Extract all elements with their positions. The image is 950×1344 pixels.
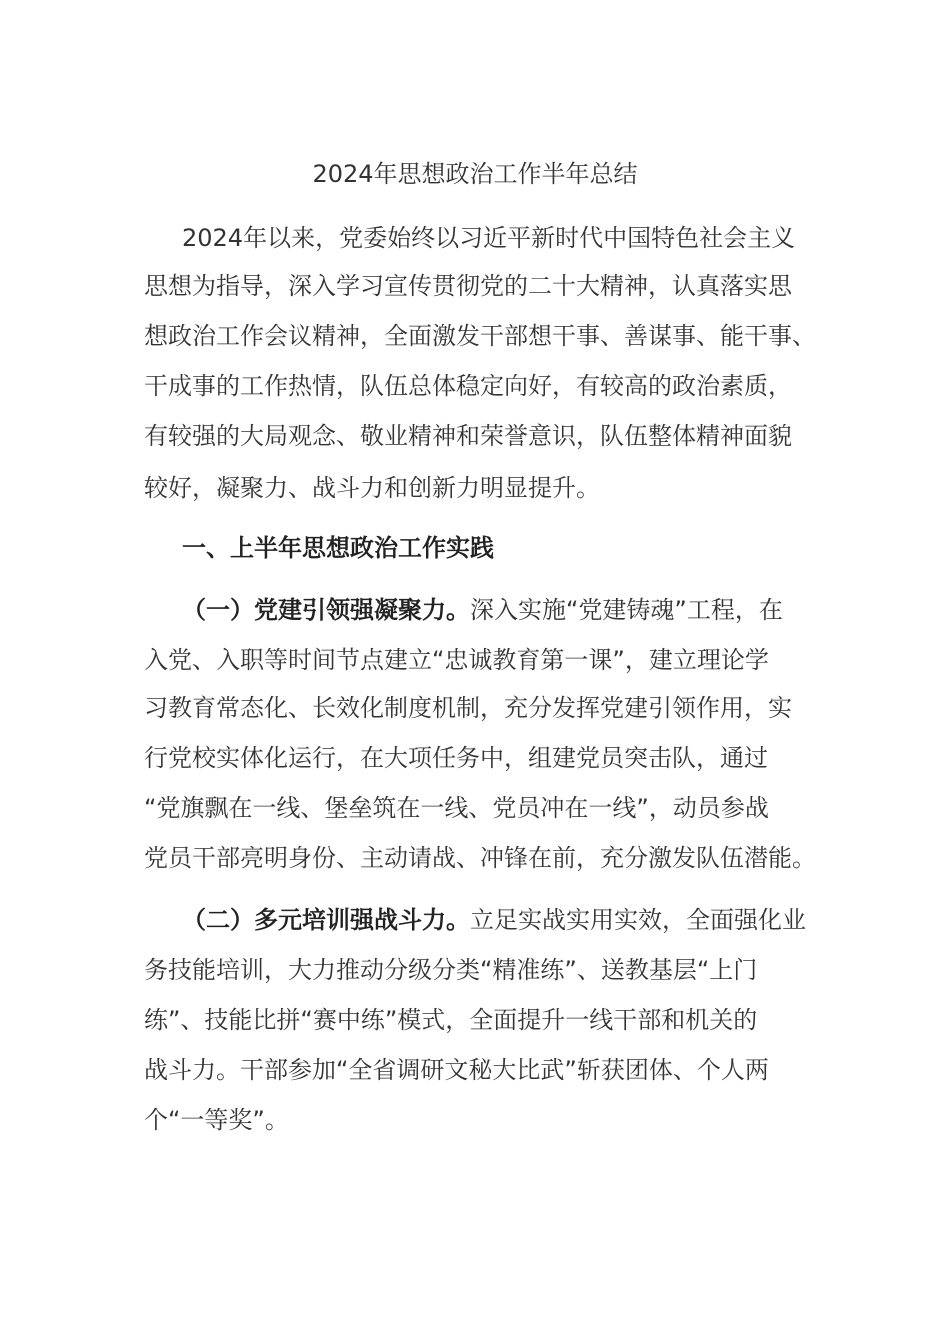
paragraph-line: 党员干部亮明身份、主动请战、冲锋在前，充分激发队伍潜能。 — [144, 844, 816, 872]
paragraph-first-line — [182, 592, 783, 628]
paragraph-first-line — [182, 902, 806, 938]
intro-line: 思想为指导，深入学习宣传贯彻党的二十大精神，认真落实思 — [144, 272, 792, 300]
paragraph-line: 战斗力。干部参加“全省调研文秘大比武”斩获团体、个人两 — [144, 1056, 769, 1084]
paragraph-line: “党旗飘在一线、堡垒筑在一线、党员冲在一线”，动员参战 — [144, 794, 769, 822]
paragraph-line: 行党校实体化运行，在大项任务中，组建党员突击队，通过 — [144, 744, 768, 772]
paragraph-lead: （二）多元培训强战斗力。 — [182, 906, 470, 934]
intro-line: 干成事的工作热情，队伍总体稳定向好，有较高的政治素质， — [144, 372, 792, 400]
paragraph-text: 深入实施“党建铸魂”工程，在 — [470, 596, 783, 624]
intro-line: 2024年以来，党委始终以习近平新时代中国特色社会主义 — [182, 224, 796, 252]
intro-line: 较好，凝聚力、战斗力和创新力明显提升。 — [144, 474, 600, 502]
paragraph-line: 务技能培训，大力推动分级分类“精准练”、送教基层“上门 — [144, 956, 758, 984]
document-title: 2024年思想政治工作半年总结 — [312, 160, 638, 188]
paragraph-line: 练”、技能比拼“赛中练”模式，全面提升一线干部和机关的 — [144, 1006, 758, 1034]
section-heading: 一、上半年思想政治工作实践 — [182, 534, 494, 562]
intro-line: 有较强的大局观念、敬业精神和荣誉意识，队伍整体精神面貌 — [144, 422, 792, 450]
paragraph-line: 习教育常态化、长效化制度机制，充分发挥党建引领作用，实 — [144, 694, 792, 722]
intro-line: 想政治工作会议精神，全面激发干部想干事、善谋事、能干事、 — [144, 322, 816, 350]
paragraph-line: 入党、入职等时间节点建立“忠诚教育第一课”，建立理论学 — [144, 646, 769, 674]
paragraph-line: 个“一等奖”。 — [144, 1106, 289, 1134]
paragraph-lead: （一）党建引领强凝聚力。 — [182, 596, 470, 624]
paragraph-text: 立足实战实用实效，全面强化业 — [470, 906, 806, 934]
